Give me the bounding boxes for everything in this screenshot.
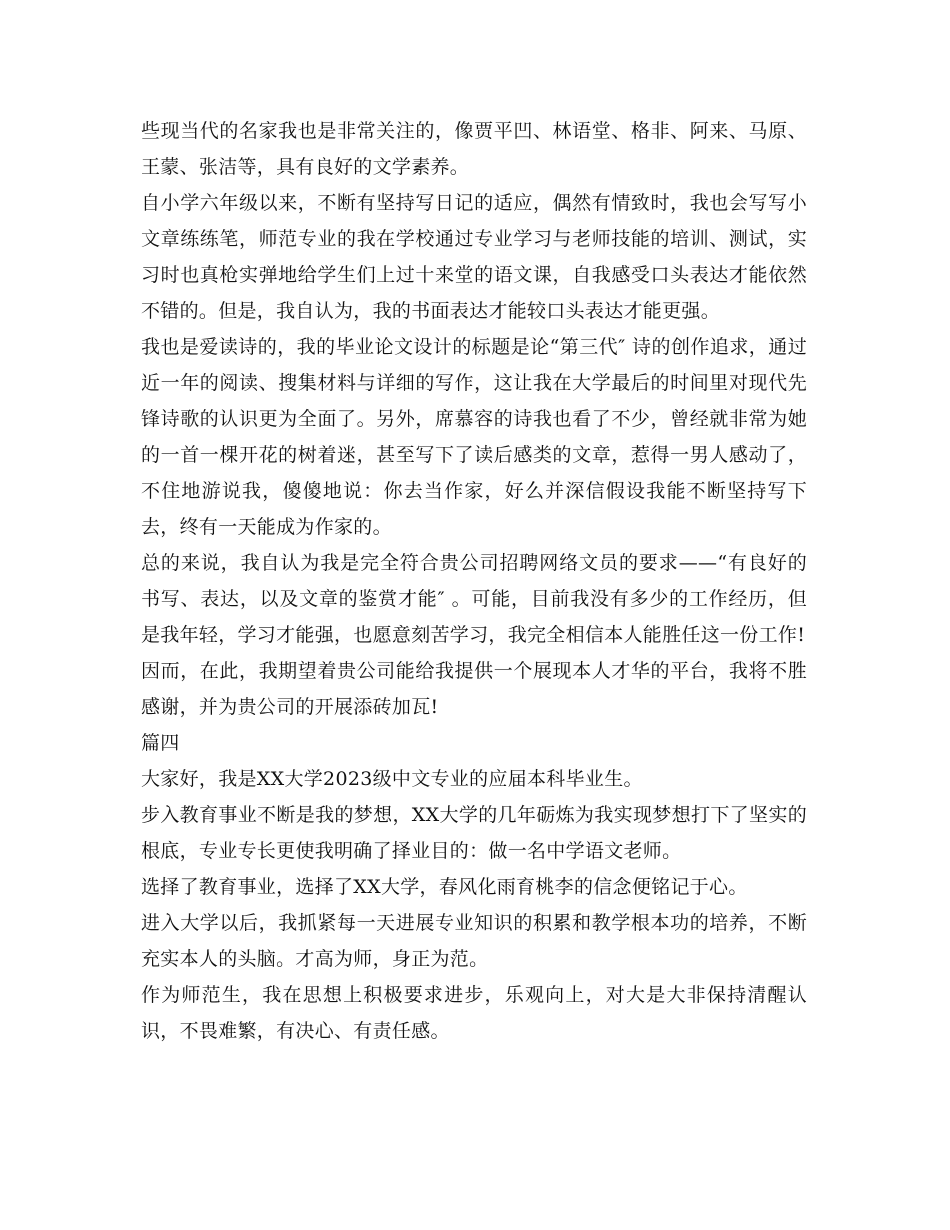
paragraph-choice: 选择了教育事业，选择了XX大学，春风化雨育桃李的信念便铭记于心。 xyxy=(141,876,748,898)
paragraph-study: 进入大学以后，我抓紧每一天进展专业知识的积累和教学根本功的培养，不断充实本人的头脑。才高为师，身正为范。 xyxy=(141,912,807,970)
paragraph-closing: 因而，在此，我期望着贵公司能给我提供一个展现本人才华的平台，我将不胜感谢，并为贵公司的开展添砖加瓦! xyxy=(141,660,807,718)
paragraph-diary-writing: 自小学六年级以来，不断有坚持写日记的适应，偶然有情致时，我也会写写小文章练练笔，师范专业的我在学校通过专业学习与老师技能的培训、测试，实习时也真枪实弹地给学生们上过十来堂的语文课，自我感受口头表达才能依然不错的。但是，我自认为，我的书面表达才能较口头表达才能更强。 xyxy=(141,192,807,322)
paragraph-attitude: 作为师范生，我在思想上积极要求进步，乐观向上，对大是大非保持清醒认识，不畏难繁，有决心、有责任感。 xyxy=(141,984,807,1042)
body-text xyxy=(141,113,807,1049)
paragraph-poetry: 我也是爱读诗的，我的毕业论文设计的标题是论“第三代″ 诗的创作追求，通过近一年的阅读、搜集材料与详细的写作，这让我在大学最后的时间里对现代先锋诗歌的认识更为全面了。另外，席慕容的诗我也看了不少，曾经就非常为她的一首一棵开花的树着迷，甚至写下了读后感类的文章，惹得一男人感动了，不住地游说我，傻傻地说：你去当作家，好么并深信假设我能不断坚持写下去，终有一天能成为作家的。 xyxy=(141,336,807,538)
section-heading: 篇四 xyxy=(141,732,180,754)
paragraph-qualification: 总的来说，我自认为我是完全符合贵公司招聘网络文员的要求——“有良好的书写、表达，以及文章的鉴赏才能″ 。可能，目前我没有多少的工作经历，但是我年轻，学习才能强，也愿意刻苦学习，我完全相信本人能胜任这一份工作! xyxy=(141,552,807,646)
paragraph-introduction: 大家好，我是XX大学2023级中文专业的应届本科毕业生。 xyxy=(141,768,643,790)
paragraph-famous-authors: 些现当代的名家我也是非常关注的，像贾平凹、林语堂、格非、阿来、马原、王蒙、张洁等，具有良好的文学素养。 xyxy=(141,120,807,178)
paragraph-dream: 步入教育事业不断是我的梦想，XX大学的几年砺炼为我实现梦想打下了坚实的根底，专业专长更使我明确了择业目的：做一名中学语文老师。 xyxy=(141,804,807,862)
